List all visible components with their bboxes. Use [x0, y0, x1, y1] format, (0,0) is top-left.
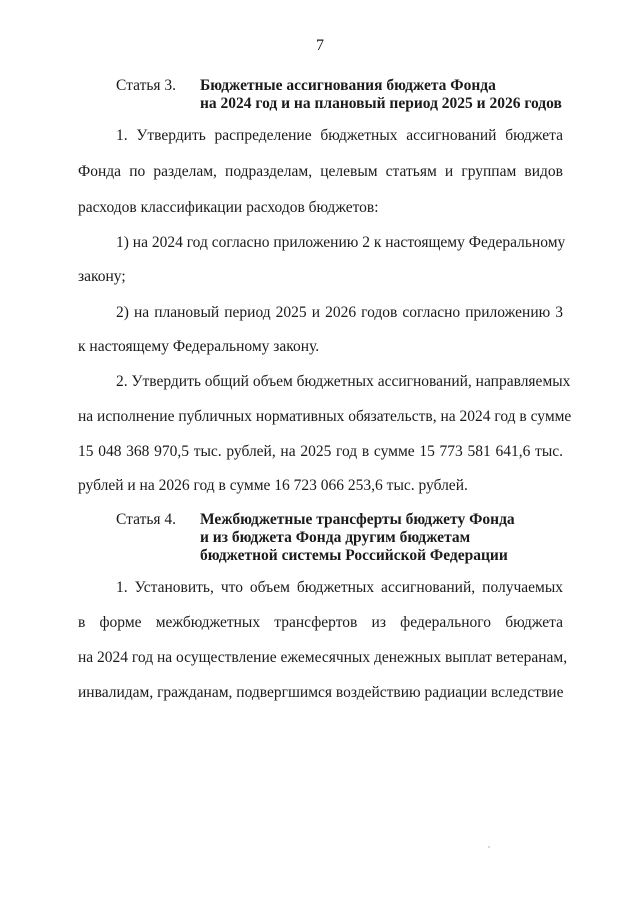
paragraph-line: Фонда по разделам, подразделам, целевым статьям и группам видов — [78, 163, 563, 180]
paragraph-line: закону; — [78, 268, 126, 285]
paragraph-line: к настоящему Федеральному закону. — [78, 338, 320, 355]
paragraph-line: 1. Утвердить распределение бюджетных ассигнований бюджета — [116, 127, 563, 144]
article-3-title-line-2: на 2024 год и на плановый период 2025 и 2026 годов — [200, 95, 562, 112]
paragraph-line: на исполнение публичных нормативных обязательств, на 2024 год в сумме — [78, 408, 572, 425]
paragraph-line: 15 048 368 970,5 тыс. рублей, на 2025 год в сумме 15 773 581 641,6 тыс. — [78, 443, 563, 460]
article-4-title-line-2: и из бюджета Фонда другим бюджетам — [200, 529, 471, 546]
article-4-title-line-3: бюджетной системы Российской Федерации — [200, 547, 508, 564]
paragraph-line: 1) на 2024 год согласно приложению 2 к настоящему Федеральному — [116, 234, 566, 251]
article-3-label: Статья 3. — [116, 77, 177, 94]
page-number: 7 — [316, 37, 324, 54]
paragraph-line: 1. Установить, что объем бюджетных ассигнований, получаемых — [116, 579, 563, 596]
article-3-title-line-1: Бюджетные ассигнования бюджета Фонда — [200, 77, 496, 94]
paragraph-line: на 2024 год на осуществление ежемесячных денежных выплат ветеранам, — [78, 649, 568, 666]
paragraph-line: расходов классификации расходов бюджетов: — [78, 199, 379, 216]
paragraph-line: 2) на плановый период 2025 и 2026 годов согласно приложению 3 — [116, 304, 563, 321]
article-4-label: Статья 4. — [116, 511, 177, 528]
paragraph-line: в форме межбюджетных трансфертов из федерального бюджета — [78, 614, 563, 631]
paragraph-line: инвалидам, гражданам, подвергшимся воздействию радиации вследствие — [78, 684, 564, 701]
article-4-title-line-1: Межбюджетные трансферты бюджету Фонда — [200, 511, 515, 528]
paragraph-line: 2. Утвердить общий объем бюджетных ассигнований, направляемых — [116, 373, 571, 390]
scan-artifact — [488, 846, 490, 848]
paragraph-line: рублей и на 2026 год в сумме 16 723 066 253,6 тыс. рублей. — [78, 477, 468, 494]
